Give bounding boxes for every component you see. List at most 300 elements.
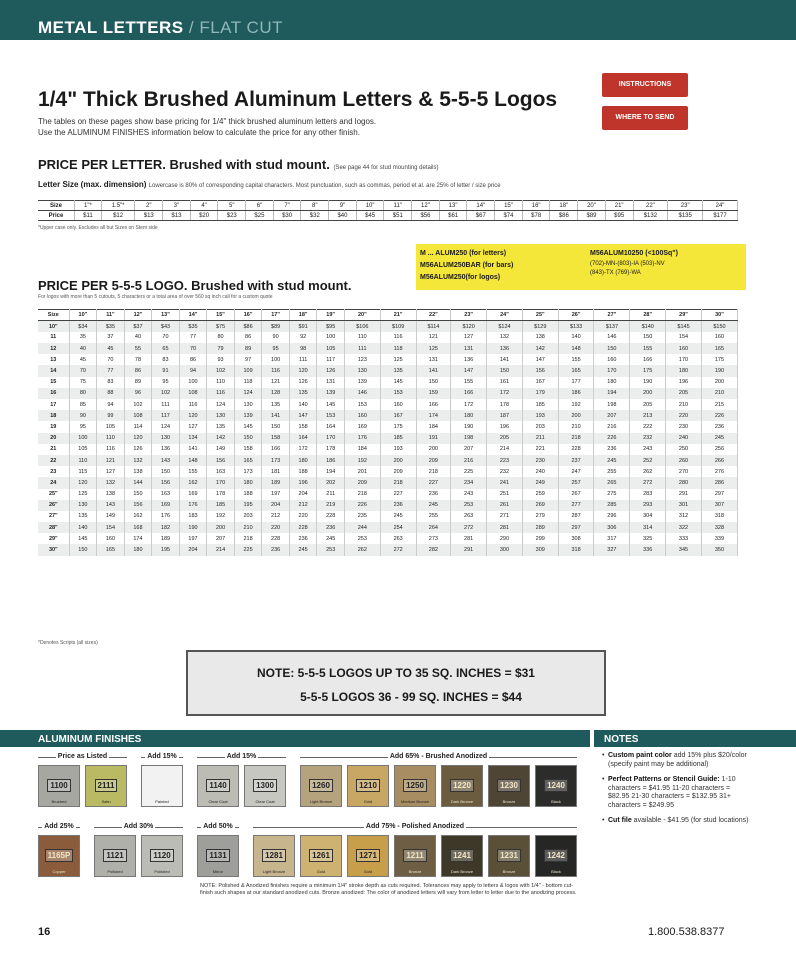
- table-cell: 139: [234, 410, 262, 421]
- table-cell: 222: [630, 421, 666, 432]
- table-cell: 131: [451, 343, 487, 354]
- row-label-cell: 23: [38, 466, 69, 477]
- table-cell: 203: [522, 421, 558, 432]
- finish-code: 1250: [403, 779, 427, 792]
- table-cell: 150: [630, 332, 666, 343]
- notes-heading-bar: [594, 730, 796, 747]
- table-cell: 140: [558, 332, 594, 343]
- table-cell: 185: [522, 399, 558, 410]
- finish-name: Light Bronze: [262, 869, 286, 874]
- finish-name: Black: [551, 869, 561, 874]
- table-cell: 96: [124, 388, 152, 399]
- table-cell: 240: [522, 466, 558, 477]
- table-cell: 79: [207, 343, 235, 354]
- header-cell: 26": [558, 310, 594, 321]
- table-cell: 263: [380, 533, 416, 544]
- table-cell: 276: [701, 466, 737, 477]
- finish-swatch: [394, 835, 436, 877]
- table-cell: 65: [152, 343, 180, 354]
- table-cell: 169: [344, 421, 380, 432]
- table-cell: 299: [522, 533, 558, 544]
- table-cell: 110: [344, 332, 380, 343]
- row-label-cell: 12: [38, 343, 69, 354]
- table-cell: 218: [344, 489, 380, 500]
- table-cell: 130: [207, 410, 235, 421]
- logo-note-line-1: NOTE: 5-5-5 LOGOS UP TO 35 SQ. INCHES = $31: [257, 666, 535, 680]
- finish-code: [160, 784, 164, 786]
- finish-name: Brushed: [51, 799, 67, 804]
- table-cell: 245: [289, 544, 317, 555]
- finish-swatch: [253, 835, 295, 877]
- finish-swatch: [94, 835, 136, 877]
- table-cell: 245: [380, 511, 416, 522]
- table-cell: 169: [152, 500, 180, 511]
- finish-group-label-text: Add 65% - Brushed Anodized: [389, 753, 488, 760]
- table-cell: 266: [701, 455, 737, 466]
- table-cell: 175: [701, 354, 737, 365]
- table-cell: $150: [701, 321, 737, 332]
- table-cell: 160: [380, 399, 416, 410]
- finish-code: 1281: [262, 849, 286, 862]
- letter-price-table: [38, 200, 738, 221]
- finish-group-label: [197, 753, 286, 760]
- table-cell: 198: [451, 433, 487, 444]
- table-cell: 176: [179, 500, 207, 511]
- table-cell: 216: [451, 455, 487, 466]
- table-cell: 245: [594, 455, 630, 466]
- table-cell: 179: [522, 388, 558, 399]
- table-row: [38, 377, 738, 388]
- table-cell: 148: [179, 455, 207, 466]
- table-cell: $86: [550, 211, 578, 221]
- table-cell: 86: [179, 354, 207, 365]
- table-cell: 124: [207, 399, 235, 410]
- table-cell: 309: [522, 544, 558, 555]
- table-row: [38, 544, 738, 555]
- table-cell: 285: [594, 500, 630, 511]
- table-cell: 301: [666, 500, 702, 511]
- table-cell: 262: [630, 466, 666, 477]
- row-label-cell: 14: [38, 365, 69, 376]
- table-cell: 116: [262, 365, 290, 376]
- finish-swatch: [488, 765, 530, 807]
- finish-name: Copper: [52, 869, 66, 874]
- table-cell: 180: [451, 410, 487, 421]
- logo-price-table: [38, 309, 738, 556]
- table-cell: 146: [344, 388, 380, 399]
- logo-note-box: [186, 650, 606, 716]
- table-cell: 225: [451, 466, 487, 477]
- table-row: [38, 489, 738, 500]
- table-cell: 236: [701, 421, 737, 432]
- finish-swatch: [38, 765, 80, 807]
- table-cell: 127: [451, 332, 487, 343]
- table-cell: $32: [301, 211, 329, 221]
- table-cell: 94: [97, 399, 125, 410]
- table-cell: 120: [69, 477, 97, 488]
- table-cell: 189: [262, 477, 290, 488]
- table-cell: 236: [594, 444, 630, 455]
- finish-name: Dark Bronze: [450, 799, 474, 804]
- table-cell: 116: [97, 444, 125, 455]
- table-cell: 180: [289, 455, 317, 466]
- table-cell: 228: [558, 444, 594, 455]
- table-cell: 147: [289, 410, 317, 421]
- logo-heading-sub: Brushed with stud mount.: [191, 278, 352, 293]
- table-cell: $20: [190, 211, 218, 221]
- table-cell: 200: [630, 388, 666, 399]
- table-cell: 138: [124, 466, 152, 477]
- finish-group-label: [300, 753, 577, 760]
- table-cell: 304: [630, 511, 666, 522]
- table-cell: 125: [380, 354, 416, 365]
- table-cell: 70: [179, 343, 207, 354]
- table-cell: 126: [289, 377, 317, 388]
- table-cell: 21": [605, 201, 633, 211]
- table-cell: 209: [344, 477, 380, 488]
- table-cell: 178: [487, 399, 523, 410]
- finish-name: Bronze: [408, 869, 422, 874]
- table-cell: 180: [594, 377, 630, 388]
- table-cell: 160: [344, 410, 380, 421]
- table-cell: 237: [558, 455, 594, 466]
- table-cell: 150: [69, 544, 97, 555]
- table-cell: 163: [152, 489, 180, 500]
- table-cell: 213: [630, 410, 666, 421]
- table-cell: 70: [97, 354, 125, 365]
- finish-group-label: [141, 753, 183, 760]
- table-cell: 111: [152, 399, 180, 410]
- table-cell: 196: [289, 477, 317, 488]
- finish-name: Satin: [101, 799, 111, 804]
- table-cell: 197: [179, 533, 207, 544]
- table-cell: 186: [558, 388, 594, 399]
- header-cell: Size: [38, 310, 69, 321]
- finish-code: 1242: [544, 849, 568, 862]
- finish-name: Gold: [363, 869, 373, 874]
- section-separator: /: [183, 18, 200, 37]
- table-cell: 12": [412, 201, 440, 211]
- table-cell: 264: [416, 522, 451, 533]
- table-cell: 236: [289, 533, 317, 544]
- table-cell: 162: [179, 477, 207, 488]
- table-cell: 116: [380, 332, 416, 343]
- table-cell: 165: [701, 343, 737, 354]
- table-cell: 216: [594, 421, 630, 432]
- finish-code: 1240: [544, 779, 568, 792]
- table-cell: 135: [207, 421, 235, 432]
- table-cell: $45: [356, 211, 384, 221]
- table-row: [38, 343, 738, 354]
- table-cell: 219: [317, 500, 345, 511]
- price-per-letter-heading: [38, 157, 439, 172]
- table-row: [38, 500, 738, 511]
- table-cell: $86: [234, 321, 262, 332]
- header-cell: 30": [701, 310, 737, 321]
- intro-text: [38, 116, 558, 138]
- table-cell: 209: [380, 466, 416, 477]
- header-cell: 16": [234, 310, 262, 321]
- table-cell: 226: [701, 410, 737, 421]
- table-cell: 155: [179, 466, 207, 477]
- table-cell: 322: [666, 522, 702, 533]
- table-cell: 180: [234, 477, 262, 488]
- table-cell: 165: [97, 544, 125, 555]
- finish-swatch: [85, 765, 127, 807]
- row-label-cell: 15: [38, 377, 69, 388]
- table-cell: 100: [262, 354, 290, 365]
- table-cell: 145: [317, 399, 345, 410]
- letter-heading-sub: Brushed with stud mount.: [169, 157, 330, 172]
- table-cell: 126: [317, 365, 345, 376]
- table-cell: 150: [262, 421, 290, 432]
- finish-code: 1140: [206, 779, 229, 792]
- table-cell: 141: [179, 444, 207, 455]
- table-cell: 97: [234, 354, 262, 365]
- table-cell: 339: [701, 533, 737, 544]
- table-cell: $75: [207, 321, 235, 332]
- finish-code: 1165P: [45, 849, 74, 862]
- table-cell: 226: [344, 500, 380, 511]
- table-row: [38, 388, 738, 399]
- table-cell: 236: [317, 522, 345, 533]
- table-cell: 210: [234, 522, 262, 533]
- table-cell: 128: [262, 388, 290, 399]
- table-cell: 110: [97, 433, 125, 444]
- table-cell: 135: [69, 511, 97, 522]
- table-cell: 147: [451, 365, 487, 376]
- header-cell: 17": [262, 310, 290, 321]
- page-title: 1/4" Thick Brushed Aluminum Letters & 5-5-5 Logos: [38, 88, 558, 111]
- finishes-heading-bar: [0, 730, 590, 747]
- where-to-send-button[interactable]: WHERE TO SEND: [602, 106, 688, 130]
- section-subtitle: FLAT CUT: [199, 18, 283, 37]
- table-cell: 207: [594, 410, 630, 421]
- finish-code: 1241: [450, 849, 474, 862]
- table-cell: 158: [234, 444, 262, 455]
- table-cell: 232: [487, 466, 523, 477]
- row-label-cell: 22: [38, 455, 69, 466]
- table-cell: 160: [701, 332, 737, 343]
- finish-code: 1260: [309, 779, 333, 792]
- finish-swatch: [244, 765, 286, 807]
- table-cell: 194: [594, 388, 630, 399]
- code-small-logos: M56ALUM10250 (<100Sq"): [590, 250, 678, 257]
- note-text: available - $41.95 (for stud locations): [631, 817, 749, 824]
- table-cell: 207: [451, 444, 487, 455]
- table-cell: 243: [451, 489, 487, 500]
- table-cell: 185: [207, 500, 235, 511]
- code-region-2: (843)-TX (769)-WA: [590, 270, 641, 276]
- finish-name: Dark Bronze: [450, 869, 474, 874]
- table-cell: 136: [152, 444, 180, 455]
- table-cell: 271: [487, 511, 523, 522]
- table-cell: $135: [668, 211, 703, 221]
- table-cell: 289: [522, 522, 558, 533]
- table-cell: 200: [701, 377, 737, 388]
- table-cell: 121: [416, 332, 451, 343]
- row-label-cell: 27": [38, 511, 69, 522]
- table-cell: 125: [69, 489, 97, 500]
- table-cell: 132: [97, 477, 125, 488]
- table-cell: $177: [703, 211, 738, 221]
- table-cell: 8": [301, 201, 329, 211]
- finish-swatch: [38, 835, 80, 877]
- table-cell: $34: [69, 321, 97, 332]
- table-cell: 170: [317, 433, 345, 444]
- table-cell: 228: [317, 511, 345, 522]
- table-cell: 150: [594, 343, 630, 354]
- row-label-cell: 30": [38, 544, 69, 555]
- table-cell: 252: [630, 455, 666, 466]
- letter-size-note: Lowercase is 80% of corresponding capital characters. Most punctuation, such as commas, period et al. are 25% of letter / size price: [148, 183, 501, 189]
- table-cell: 154: [97, 522, 125, 533]
- finish-swatch: [488, 835, 530, 877]
- table-cell: 90: [262, 332, 290, 343]
- table-cell: 141: [416, 365, 451, 376]
- table-cell: 136: [487, 343, 523, 354]
- table-cell: 141: [262, 410, 290, 421]
- table-cell: 115: [69, 466, 97, 477]
- table-cell: 130: [234, 399, 262, 410]
- table-cell: 164: [317, 421, 345, 432]
- table-cell: 190: [451, 421, 487, 432]
- table-cell: 230: [666, 421, 702, 432]
- table-cell: 172: [289, 444, 317, 455]
- table-cell: 188: [289, 466, 317, 477]
- table-cell: 193: [380, 444, 416, 455]
- table-cell: $35: [179, 321, 207, 332]
- table-cell: 297: [558, 522, 594, 533]
- table-cell: 149: [207, 444, 235, 455]
- table-cell: 204: [289, 489, 317, 500]
- table-cell: 257: [558, 477, 594, 488]
- table-cell: 45: [97, 343, 125, 354]
- table-cell: 155: [630, 343, 666, 354]
- table-cell: 170: [666, 354, 702, 365]
- table-cell: 260: [666, 455, 702, 466]
- finish-swatch: [535, 765, 577, 807]
- finish-name: Medium Bronze: [400, 799, 429, 804]
- table-cell: 228: [289, 522, 317, 533]
- table-cell: 110: [69, 455, 97, 466]
- table-cell: $37: [124, 321, 152, 332]
- table-cell: 228: [262, 533, 290, 544]
- table-cell: 262: [344, 544, 380, 555]
- header-cell: 18": [289, 310, 317, 321]
- table-cell: 205: [666, 388, 702, 399]
- table-cell: $51: [384, 211, 412, 221]
- price-per-logo-heading: [38, 278, 352, 293]
- table-cell: 109: [234, 365, 262, 376]
- table-cell: 195: [152, 544, 180, 555]
- table-cell: 193: [522, 410, 558, 421]
- table-cell: 245: [416, 500, 451, 511]
- table-cell: 227: [380, 489, 416, 500]
- table-cell: 100: [317, 332, 345, 343]
- table-cell: 293: [630, 500, 666, 511]
- header-cell: 21": [380, 310, 416, 321]
- row-label-cell: 18: [38, 410, 69, 421]
- table-cell: 218: [416, 466, 451, 477]
- table-cell: 120: [124, 433, 152, 444]
- table-cell: 116: [179, 399, 207, 410]
- table-cell: 178: [317, 444, 345, 455]
- logo-heading-note: For logos with more than 5 cutouts, 5 characters or a total area of over 560 sq inch call for a custom quote: [38, 294, 273, 300]
- table-cell: 144: [124, 477, 152, 488]
- table-cell: 306: [594, 522, 630, 533]
- code-letters: M ... ALUM250 (for letters): [420, 250, 507, 257]
- table-cell: 150: [152, 466, 180, 477]
- finish-name: Gold: [316, 869, 326, 874]
- finish-swatch: [535, 835, 577, 877]
- finish-group-label-text: Add 15%: [147, 753, 177, 760]
- table-row: [38, 354, 738, 365]
- table-cell: 345: [666, 544, 702, 555]
- table-row: [38, 421, 738, 432]
- note-text: 1-10 characters = $41.95 11-20 characters = $82.95 21-30 characters = $132.95 31+ characters = $249.95: [608, 776, 736, 809]
- table-cell: 95: [152, 377, 180, 388]
- header-cell: 24": [487, 310, 523, 321]
- finish-swatch: [441, 765, 483, 807]
- table-cell: 286: [701, 477, 737, 488]
- table-cell: 2": [135, 201, 163, 211]
- finish-code: 1230: [497, 779, 521, 792]
- table-row: [38, 533, 738, 544]
- table-cell: 37: [97, 332, 125, 343]
- table-cell: 150: [416, 377, 451, 388]
- letter-price-row: [38, 211, 738, 221]
- table-cell: 198: [594, 399, 630, 410]
- table-cell: 117: [317, 354, 345, 365]
- table-row: [38, 399, 738, 410]
- table-cell: 147: [522, 354, 558, 365]
- table-cell: 158: [262, 433, 290, 444]
- finish-group-label: [38, 753, 127, 760]
- table-cell: 105: [317, 343, 345, 354]
- table-cell: 118: [380, 343, 416, 354]
- table-cell: 116: [207, 388, 235, 399]
- table-cell: 308: [558, 533, 594, 544]
- table-cell: 10": [356, 201, 384, 211]
- table-row: [38, 466, 738, 477]
- header-cell: 11": [97, 310, 125, 321]
- table-cell: 176: [344, 433, 380, 444]
- instructions-button[interactable]: INSTRUCTIONS: [602, 73, 688, 97]
- table-cell: 204: [179, 544, 207, 555]
- table-cell: 102: [207, 365, 235, 376]
- row-label-cell: Price: [38, 211, 75, 221]
- table-cell: 202: [317, 477, 345, 488]
- table-cell: 183: [179, 511, 207, 522]
- finish-group-label: [94, 823, 183, 830]
- table-cell: 236: [380, 500, 416, 511]
- table-cell: $114: [416, 321, 451, 332]
- table-cell: 250: [666, 444, 702, 455]
- finish-code: 1211: [403, 849, 426, 862]
- table-cell: $23: [218, 211, 246, 221]
- table-cell: 83: [152, 354, 180, 365]
- finish-code: 2111: [95, 779, 118, 792]
- table-cell: 121: [262, 377, 290, 388]
- table-cell: 86: [124, 365, 152, 376]
- table-cell: 192: [207, 511, 235, 522]
- table-cell: 235: [344, 511, 380, 522]
- finish-group-label: [197, 823, 239, 830]
- table-cell: 111: [289, 354, 317, 365]
- note-item: [602, 752, 752, 769]
- table-cell: 275: [594, 489, 630, 500]
